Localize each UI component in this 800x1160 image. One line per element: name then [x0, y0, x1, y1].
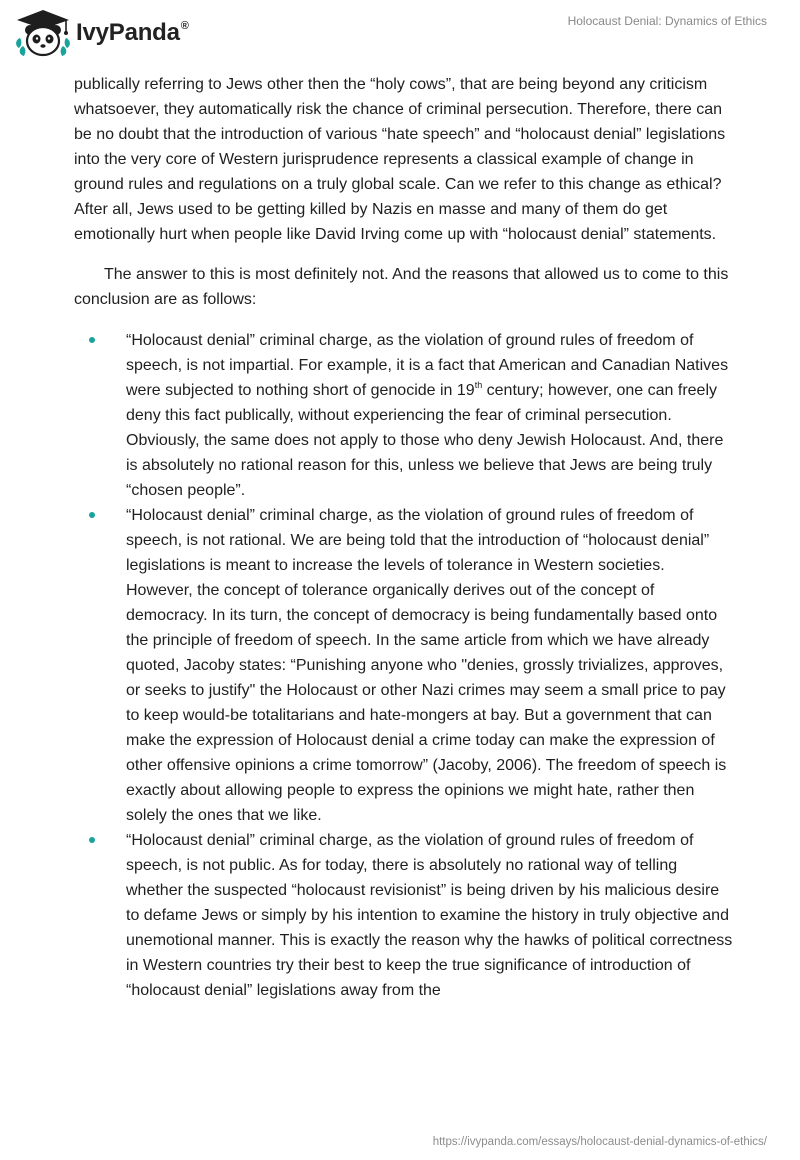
list-item-text: century; however, one can freely deny this fact publically, without experiencing the fear of criminal persecution. Obviously, the same does not apply to those who deny Jewish Holocaust. And, there is absolutely no rational reason for this, unless we believe that Jews are being truly “chosen people”. — [126, 382, 724, 499]
list-item: “Holocaust denial” criminal charge, as the violation of ground rules of freedom of speech, is not public. As for today, there is absolutely no rational way of telling whether the suspected “holocaust revisionist” is being driven by his malicious desire to defame Jews or simply by his intention to examine the history in truly objective and unemotional manner. This is exactly the reason why the hawks of political correctness in Western countries try their best to keep the true significance of introduction of “holocaust denial” legislations away from the — [74, 828, 734, 1003]
bullet-list — [74, 328, 734, 1003]
paragraph: The answer to this is most definitely not. And the reasons that allowed us to come to this conclusion are as follows: — [74, 266, 729, 308]
list-item — [74, 328, 734, 503]
list-item-text: “Holocaust denial” criminal charge, as the violation of ground rules of freedom of speech, is not impartial. For example, it is a fact that American and Canadian Natives were subjected to nothing short of genocide in 19 — [126, 332, 729, 399]
page-header — [0, 0, 800, 70]
registered-mark: ® — [180, 20, 189, 32]
document-title: Holocaust Denial: Dynamics of Ethics — [567, 14, 767, 28]
panda-graduation-cap-icon — [14, 8, 72, 58]
essay-content — [74, 72, 734, 1003]
paragraph: publically referring to Jews other then the “holy cows”, that are being beyond any criticism whatsoever, they automatically risk the chance of criminal persecution. Therefore, there can be no doubt that the introduction of various “hate speech” and “holocaust denial” legislations into the very core of Western jurisprudence represents a classical example of change in ground rules and regulations on a truly global scale. Can we refer to this change as ethical? After all, Jews used to be getting killed by Nazis en masse and many of them do get emotionally hurt when people like David Irving come up with “holocaust denial” statements. — [74, 76, 726, 243]
logo-text: IvyPanda — [76, 19, 180, 46]
ivypanda-logo[interactable] — [14, 8, 189, 58]
ordinal-suffix: th — [474, 380, 483, 390]
list-item: “Holocaust denial” criminal charge, as the violation of ground rules of freedom of speech, is not rational. We are being told that the introduction of “holocaust denial” legislations is meant to increase the levels of tolerance in Western societies. However, the concept of tolerance organically derives out of the concept of democracy. In its turn, the concept of democracy is being fundamentally based onto the principle of freedom of speech. In the same article from which we have already quoted, Jacoby states: “Punishing anyone who "denies, grossly trivializes, approves, or seeks to justify" the Holocaust or other Nazi crimes may seem a small price to pay to keep would-be totalitarians and hate-mongers at bay. But a government that can make the expression of Holocaust denial a crime today can make the expression of other offensive opinions a crime tomorrow” (Jacoby, 2006). The freedom of speech is exactly about allowing people to express the opinions we might hate, rather then solely the ones that we like. — [74, 503, 734, 828]
source-url[interactable]: https://ivypanda.com/essays/holocaust-denial-dynamics-of-ethics/ — [432, 1136, 767, 1148]
logo-wordmark — [76, 19, 189, 47]
